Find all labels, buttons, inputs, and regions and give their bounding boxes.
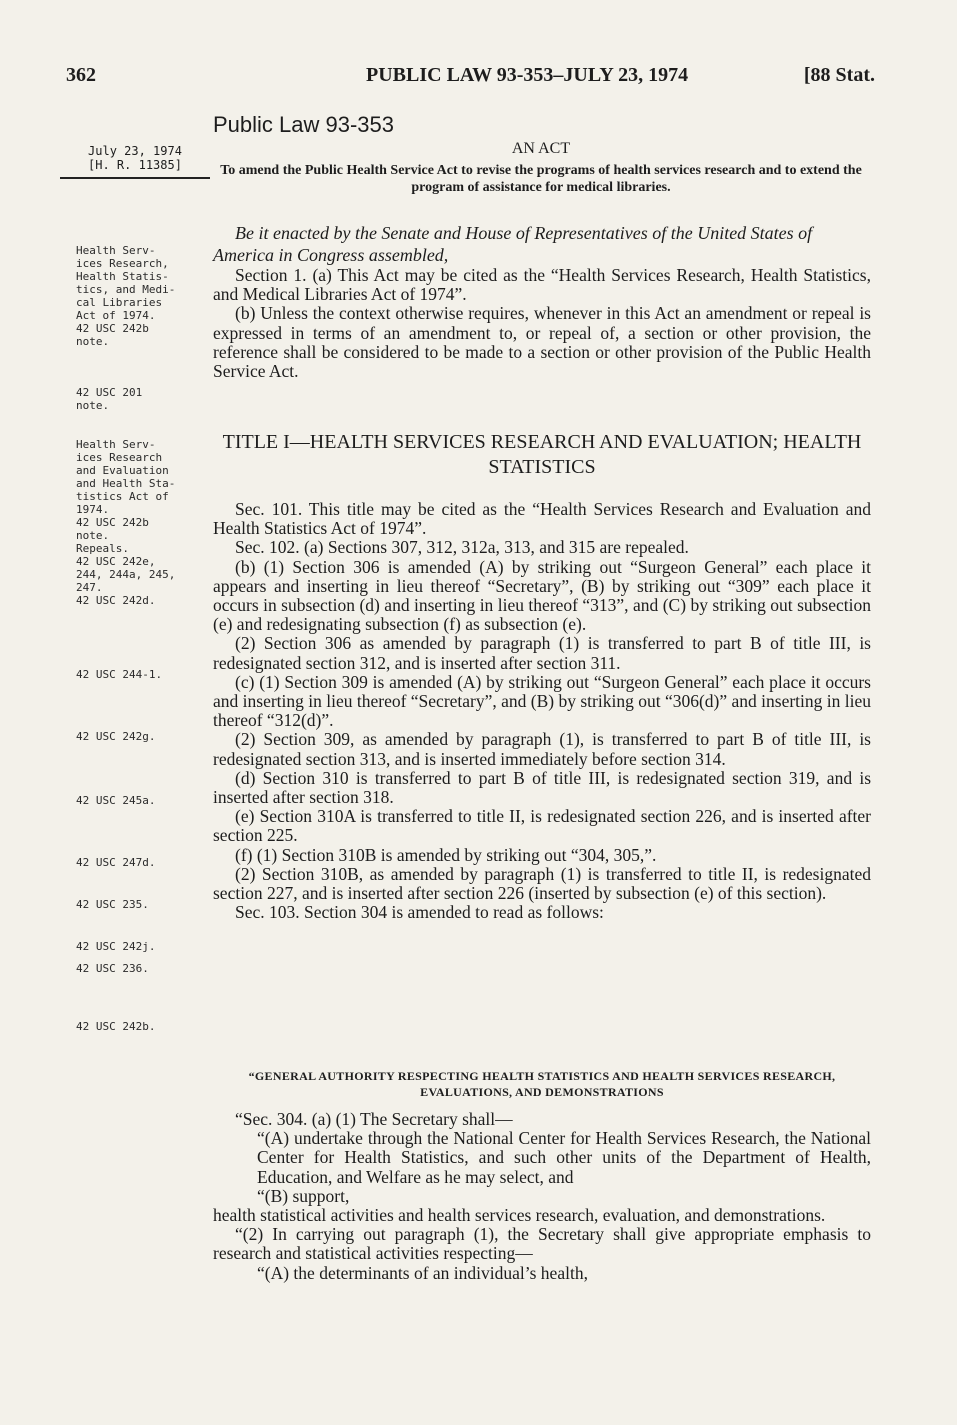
section-paragraph: (b) (1) Section 306 is amended (A) by striking out “Surgeon General” each place it appears and inserting in lieu thereof “Secretary”, (B) by striking out “309” each place it occurs in subsection (d) and inserting in lieu thereof “313”, and (C) by striking out subsection (e) and redesignating subsection (f) as subsection (e). [213,556,871,635]
page-number: 362 [66,64,96,86]
date-block [60,144,210,172]
section-1 [213,266,871,381]
sec-304-tail: health statistical activities and health services research, evaluation, and demonstrations. [213,1205,826,1226]
sec-304-lead: “Sec. 304. (a) (1) The Secretary shall— [235,1109,513,1129]
enacting-clause: Be it enacted by the Senate and House of Representatives of the United States of America in Congress assembled, [213,223,813,265]
section-1-b: (b) Unless the context otherwise requires, whenever in this Act an amendment or repeal is expressed in terms of an amendment to, or repeal of, a section or other provision, the reference shall be considered to be made to a section or other provision of the Public Health Service Act. [213,303,871,382]
date-divider [60,177,210,179]
section-1-a: Section 1. (a) This Act may be cited as the “Health Services Research, Health Statistics, and Medical Libraries Act of 1974”. [213,265,871,305]
margin-note: 42 USC 235. [76,898,149,911]
section-paragraph: (2) Section 309, as amended by paragraph (1), is transferred to part B of title III, is redesignated section 313, and is inserted immediately before section 314. [213,729,871,769]
sec-304-2-a: “(A) the determinants of an individual’s health, [257,1262,588,1283]
margin-note: 42 USC 236. [76,962,149,975]
margin-note: 42 USC 244-1. [76,668,163,681]
margin-note: 42 USC 247d. [76,856,156,869]
enactment-date: July 23, 1974 [88,144,182,158]
act-purpose: To amend the Public Health Service Act to revise the programs of health services research and to extend the program of assistance for medical libraries. [220,163,862,195]
section-paragraph: (e) Section 310A is transferred to title II, is redesignated section 226, and is inserted after section 225. [213,806,871,846]
act-heading: AN ACT [511,140,571,157]
running-title: PUBLIC LAW 93-353–JULY 23, 1974 [366,64,689,86]
section-paragraph: (f) (1) Section 310B is amended by striking out “304, 305,”. [235,844,657,865]
bill-number: [H. R. 11385] [88,158,182,172]
section-paragraph: (2) Section 310B, as amended by paragraph (1) is transferred to title II, is redesignated section 227, and is inserted after section 226 (inserted by subsection (e) of this section). [213,863,871,904]
section-paragraph: Sec. 103. Section 304 is amended to read as follows: [235,902,604,923]
sec-304-b: “(B) support, [257,1185,350,1206]
section-paragraph: (d) Section 310 is transferred to part B of title III, is redesignated section 319, and is inserted after section 318. [213,767,871,808]
sec-304-paragraph-2: “(2) In carrying out paragraph (1), the Secretary shall give appropriate emphasis to research and statistical activities respecting— [213,1224,871,1264]
margin-note: Health Serv- ices Research and Evaluation and Health Sta- tistics Act of 1974. 42 USC 242b note. Repeals. 42 USC 242e, 244, 244a, 245, 247. 42 USC 242d. [76,438,176,607]
public-law-title: Public Law 93-353 [213,112,395,137]
margin-note: 42 USC 242b. [76,1020,156,1033]
section-paragraph: Sec. 101. This title may be cited as the “Health Services Research and Evaluation and Health Statistics Act of 1974”. [213,499,871,539]
margin-note: 42 USC 245a. [76,794,156,807]
general-authority-heading: “GENERAL AUTHORITY RESPECTING HEALTH STATISTICS AND HEALTH SERVICES RESEARCH, EVALUATIONS, AND DEMONSTRATIONS [248,1069,836,1099]
margin-note: 42 USC 242j. [76,940,156,953]
title-one-sections [213,500,871,922]
running-header [66,64,875,92]
title-heading: TITLE I—HEALTH SERVICES RESEARCH AND EVALUATION; HEALTH STATISTICS [222,431,862,478]
margin-note: 42 USC 242g. [76,730,156,743]
margin-note: Health Serv- ices Research, Health Statis- tics, and Medi- cal Libraries Act of 1974. 42 USC 242b note. [76,244,176,348]
section-304 [213,1110,871,1283]
section-paragraph: (2) Section 306 as amended by paragraph (1) is transferred to part B of title III, is redesignated section 312, and is inserted after section 311. [213,633,871,673]
sec-304-a: “(A) undertake through the National Center for Health Services Research, the National Center for Health Statistics, and such other units of the Department of Health, Education, and Welfare as he may select, and [257,1128,871,1187]
section-paragraph: Sec. 102. (a) Sections 307, 312, 312a, 313, and 315 are repealed. [235,537,689,558]
margin-note: 42 USC 201 note. [76,386,143,412]
section-paragraph: (c) (1) Section 309 is amended (A) by striking out “Surgeon General” each place it occurs and inserting in lieu thereof “Secretary”, and (B) by striking out “306(d)” and inserting in lieu thereof “312(d)”. [213,671,872,731]
statute-reference: [88 Stat. [803,64,875,86]
